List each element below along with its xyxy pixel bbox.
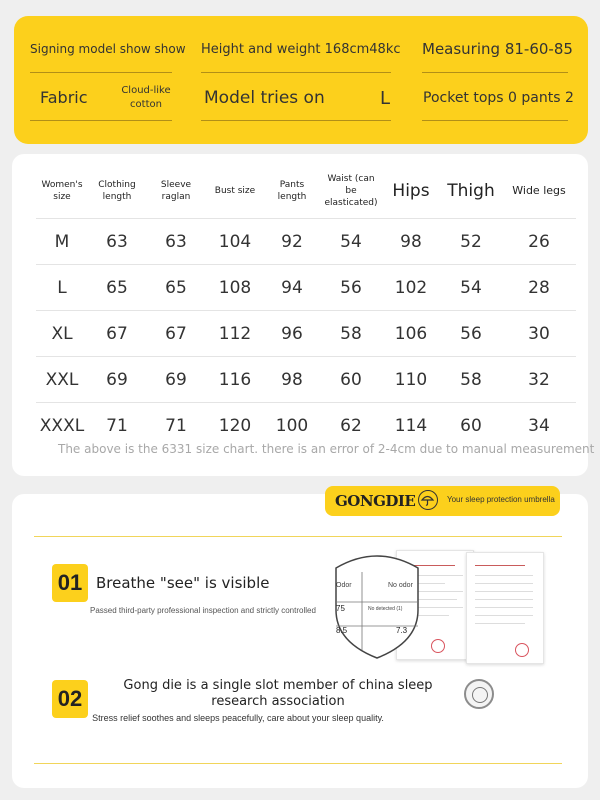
table-row xyxy=(36,311,576,357)
model-size-value: L xyxy=(380,88,391,109)
cell: 62 xyxy=(340,415,362,436)
cell: 110 xyxy=(382,357,440,403)
header-wide-legs: Wide legs xyxy=(502,164,576,219)
cell: 30 xyxy=(502,311,576,357)
size-chart-note: The above is the 6331 size chart. there is an error of 2-4cm due to manual measurement xyxy=(58,442,595,456)
cell: 56 xyxy=(440,311,502,357)
cell: 98 xyxy=(382,219,440,265)
cell: 67 xyxy=(88,311,146,357)
cell: 98 xyxy=(264,357,320,403)
feature-subtitle-02: Stress relief soothes and sleeps peacefully, care about your sleep quality. xyxy=(92,713,384,723)
brand-section xyxy=(12,494,588,788)
cell: 54 xyxy=(320,219,382,265)
cell: 96 xyxy=(264,311,320,357)
brand-slogan: Your sleep protection umbrella xyxy=(447,495,555,504)
cell: 120 xyxy=(218,415,252,436)
cell-size: XL xyxy=(36,311,88,357)
feature-number-01: 01 xyxy=(52,564,88,602)
size-chart-header-row xyxy=(36,164,576,219)
feature-subtitle-01: Passed third-party professional inspection and strictly controlled xyxy=(90,606,316,615)
cell: 100 xyxy=(275,415,309,436)
cell: 60 xyxy=(460,415,482,436)
report-r2b: 7.3 xyxy=(396,626,408,635)
cell: 65 xyxy=(88,265,146,311)
fabric-value: Cloud-like cotton xyxy=(121,85,171,110)
brand-badge xyxy=(325,486,560,516)
header-size: Women's size xyxy=(36,164,88,219)
cell: 63 xyxy=(146,219,206,265)
cell: 63 xyxy=(88,219,146,265)
cell: 94 xyxy=(264,265,320,311)
cell: 92 xyxy=(264,219,320,265)
table-row xyxy=(36,219,576,265)
feature-title-01: Breathe "see" is visible xyxy=(96,574,270,592)
cell: 67 xyxy=(146,311,206,357)
cell: 60 xyxy=(320,357,382,403)
header-clothing-length: Clothing length xyxy=(88,164,146,219)
cell: 71 xyxy=(165,415,187,436)
cell: 52 xyxy=(440,219,502,265)
cell: 116 xyxy=(206,357,264,403)
fabric-label: Fabric xyxy=(40,88,88,107)
size-chart-table xyxy=(36,164,576,448)
umbrella-icon xyxy=(418,490,438,510)
header-thigh: Thigh xyxy=(440,164,502,219)
feature-number-02: 02 xyxy=(52,680,88,718)
height-weight-label: Height and weight 168cm48kc xyxy=(201,42,401,57)
header-waist: Waist (can be elasticated) xyxy=(320,164,382,219)
cell: 58 xyxy=(320,311,382,357)
measurements-label: Measuring 81-60-85 xyxy=(422,40,573,58)
cell: 108 xyxy=(206,265,264,311)
test-report-doc-2 xyxy=(466,552,544,664)
model-show-label: Signing model show show xyxy=(30,42,186,56)
header-sleeve: Sleeve raglan xyxy=(146,164,206,219)
brand-logo: GONGDIE xyxy=(335,492,416,510)
association-seal-icon xyxy=(464,679,494,709)
cell: 114 xyxy=(394,415,428,436)
cell: 106 xyxy=(382,311,440,357)
cell: 28 xyxy=(502,265,576,311)
header-hips: Hips xyxy=(382,164,440,219)
cell: 65 xyxy=(146,265,206,311)
cell: 102 xyxy=(382,265,440,311)
pocket-info: Pocket tops 0 pants 2 xyxy=(423,90,574,106)
cell: 34 xyxy=(528,415,550,436)
cell-size: M xyxy=(36,219,88,265)
cell-size: XXL xyxy=(36,357,88,403)
cell: 26 xyxy=(502,219,576,265)
table-row xyxy=(36,265,576,311)
product-info-panel xyxy=(14,16,588,144)
cell: 112 xyxy=(206,311,264,357)
report-col2: No odor xyxy=(388,582,413,589)
stamp-icon xyxy=(515,643,529,657)
cell-size: L xyxy=(36,265,88,311)
cell: 69 xyxy=(88,357,146,403)
model-tries-on-label: Model tries on xyxy=(204,88,325,108)
report-r1b: No detected (1) xyxy=(368,606,403,612)
report-col1: Odor xyxy=(336,582,352,589)
feature-title-02: Gong die is a single slot member of china sleep research association xyxy=(123,678,433,709)
report-r1a: 75 xyxy=(336,604,345,613)
cell: 69 xyxy=(146,357,206,403)
cell: 54 xyxy=(440,265,502,311)
cell: 32 xyxy=(502,357,576,403)
cell: 71 xyxy=(106,415,128,436)
cell: 56 xyxy=(320,265,382,311)
cell: 104 xyxy=(206,219,264,265)
header-pants-length: Pants length xyxy=(264,164,320,219)
report-r2a: 8.5 xyxy=(336,626,348,635)
stamp-icon xyxy=(431,639,445,653)
size-chart-card xyxy=(12,154,595,476)
cell-size: XXXL xyxy=(39,415,85,436)
header-bust: Bust size xyxy=(206,164,264,219)
table-row xyxy=(36,357,576,403)
cell: 58 xyxy=(440,357,502,403)
